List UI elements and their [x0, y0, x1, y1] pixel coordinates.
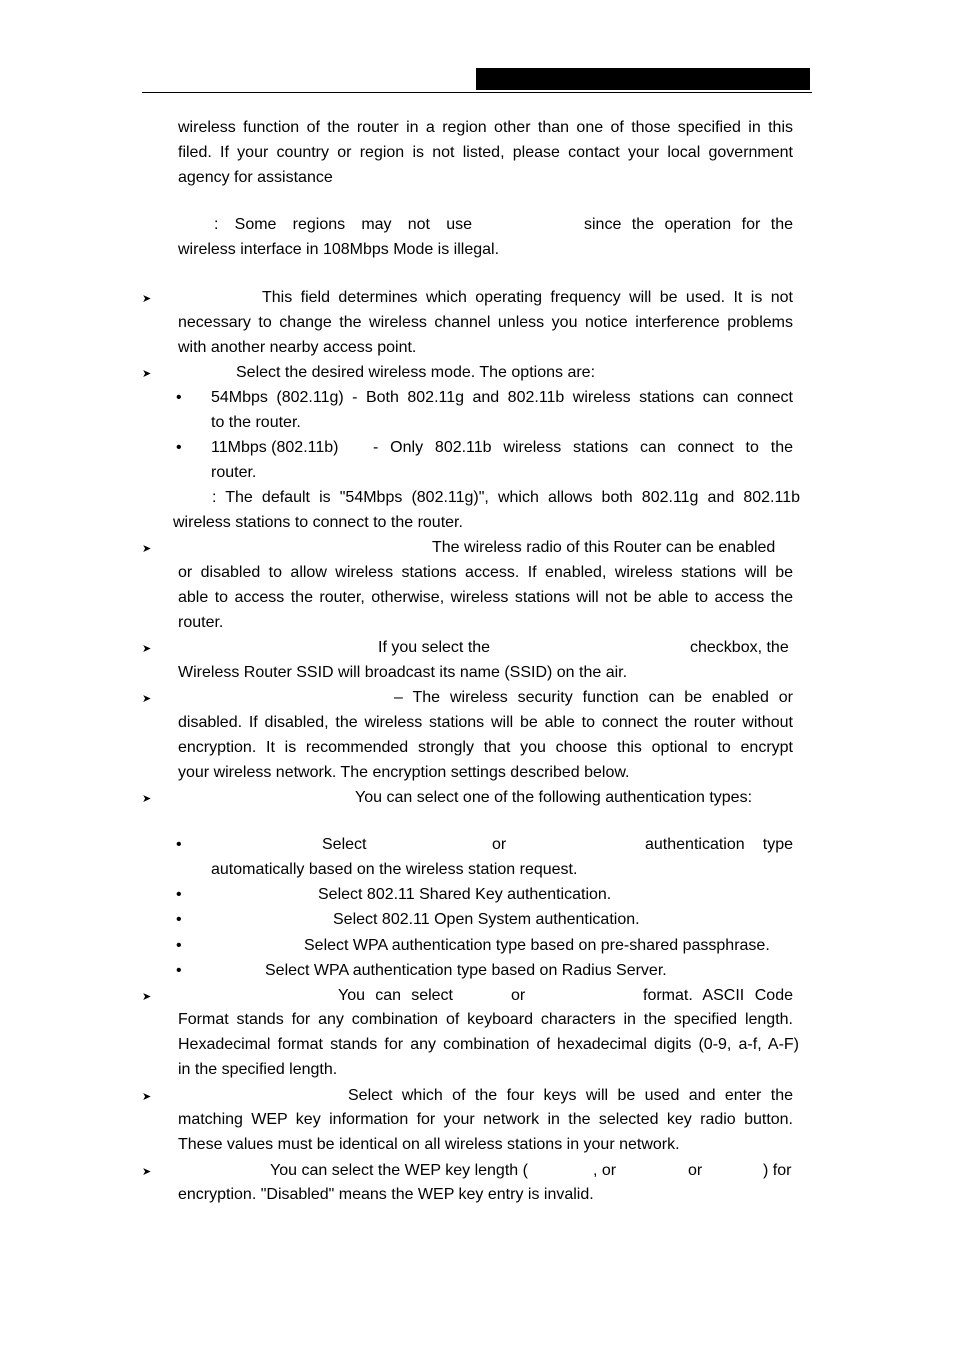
intro-line-1: wireless function of the router in a region other than one of those specified in this — [178, 119, 793, 136]
format-line-4: in the specified length. — [178, 1061, 338, 1078]
format-line-1a: You can select — [338, 987, 453, 1004]
bullet-dot-icon: • — [176, 962, 182, 979]
bullet-dot-icon: • — [176, 886, 182, 903]
keytype-line-1d: ) for — [763, 1162, 792, 1179]
format-line-1c: format. ASCII Code — [643, 987, 793, 1004]
wepkey-line-1: Select which of the four keys will be used and enter the — [348, 1087, 793, 1104]
bullet-dot-icon: • — [176, 937, 182, 954]
radio-line-1: The wireless radio of this Router can be enabled — [432, 539, 776, 556]
security-line-1: – The wireless security function can be enabled or — [394, 689, 793, 706]
wepkey-line-2: matching WEP key information for your network in the selected key radio button. — [178, 1111, 793, 1128]
note1-line-1a: : Some regions may not use — [214, 216, 472, 233]
header-rule — [142, 92, 812, 93]
intro-line-2: filed. If your country or region is not listed, please contact your local government — [178, 144, 793, 161]
auth-b1-type: authentication type — [645, 836, 793, 853]
arrow-bullet-icon: ➤ — [142, 793, 152, 805]
keytype-line-1b: , or — [593, 1162, 617, 1179]
note1-line-1b: since the operation for the — [584, 216, 793, 233]
bullet-dot-icon: • — [176, 389, 182, 406]
bullet-dot-icon: • — [176, 439, 182, 456]
arrow-bullet-icon: ➤ — [142, 643, 152, 655]
note1-line-2: wireless interface in 108Mbps Mode is illegal. — [178, 241, 500, 258]
format-line-1b: or — [511, 987, 526, 1004]
mode-note-line-2: wireless stations to connect to the router. — [173, 514, 463, 531]
radio-line-3: able to access the router, otherwise, wireless stations will not be able to access the — [178, 589, 793, 606]
channel-line-2: necessary to change the wireless channel unless you notice interference problems — [178, 314, 793, 331]
auth-b3: Select 802.11 Open System authentication. — [333, 911, 640, 928]
arrow-bullet-icon: ➤ — [142, 293, 152, 305]
arrow-bullet-icon: ➤ — [142, 991, 152, 1003]
channel-line-1: This field determines which operating frequency will be used. It is not — [262, 289, 793, 306]
security-line-2: disabled. If disabled, the wireless stations will be able to connect the router without — [178, 714, 793, 731]
intro-line-3: agency for assistance — [178, 169, 333, 186]
mode-opt2-line-1b: - Only 802.11b wireless stations can connect to the — [373, 439, 793, 456]
mode-opt2-line-2: router. — [211, 464, 257, 481]
arrow-bullet-icon: ➤ — [142, 1091, 152, 1103]
wepkey-line-3: These values must be identical on all wireless stations in your network. — [178, 1136, 680, 1153]
format-line-3: Hexadecimal format stands for any combination of hexadecimal digits (0-9, a-f, A-F) — [178, 1036, 799, 1053]
ssid-line-2: Wireless Router SSID will broadcast its name (SSID) on the air. — [178, 664, 628, 681]
arrow-bullet-icon: ➤ — [142, 693, 152, 705]
mode-opt2-line-1a: 11Mbps (802.11b) — [211, 439, 339, 456]
auth-line-1: You can select one of the following authentication types: — [355, 789, 753, 806]
arrow-bullet-icon: ➤ — [142, 368, 152, 380]
auth-b5: Select WPA authentication type based on Radius Server. — [265, 962, 667, 979]
radio-line-2: or disabled to allow wireless stations access. If enabled, wireless stations will be — [178, 564, 793, 581]
arrow-bullet-icon: ➤ — [142, 543, 152, 555]
auth-b1-select: Select — [322, 836, 367, 853]
security-line-4: your wireless network. The encryption settings described below. — [178, 764, 630, 781]
radio-line-4: router. — [178, 614, 224, 631]
security-line-3: encryption. It is recommended strongly that you choose this optional to encrypt — [178, 739, 793, 756]
mode-line-1: Select the desired wireless mode. The options are: — [236, 364, 596, 381]
mode-note-line-1: : The default is "54Mbps (802.11g)", which allows both 802.11g and 802.11b — [212, 489, 800, 506]
header-bar — [476, 68, 810, 90]
auth-b2: Select 802.11 Shared Key authentication. — [318, 886, 612, 903]
channel-line-3: with another nearby access point. — [178, 339, 417, 356]
bullet-dot-icon: • — [176, 911, 182, 928]
auth-b1-or: or — [492, 836, 507, 853]
ssid-line-1a: If you select the — [378, 639, 491, 656]
mode-opt1-line-1: 54Mbps (802.11g) - Both 802.11g and 802.11b wireless stations can connect — [211, 389, 793, 406]
auth-b4: Select WPA authentication type based on pre-shared passphrase. — [304, 937, 770, 954]
keytype-line-2: encryption. "Disabled" means the WEP key entry is invalid. — [178, 1186, 594, 1203]
keytype-line-1a: You can select the WEP key length ( — [270, 1162, 528, 1179]
mode-opt1-line-2: to the router. — [211, 414, 301, 431]
ssid-line-1b: checkbox, the — [690, 639, 789, 656]
arrow-bullet-icon: ➤ — [142, 1166, 152, 1178]
keytype-line-1c: or — [688, 1162, 703, 1179]
auth-b1-line-2: automatically based on the wireless station request. — [211, 861, 578, 878]
format-line-2: Format stands for any combination of keyboard characters in the specified length. — [178, 1011, 793, 1028]
bullet-dot-icon: • — [176, 836, 182, 853]
